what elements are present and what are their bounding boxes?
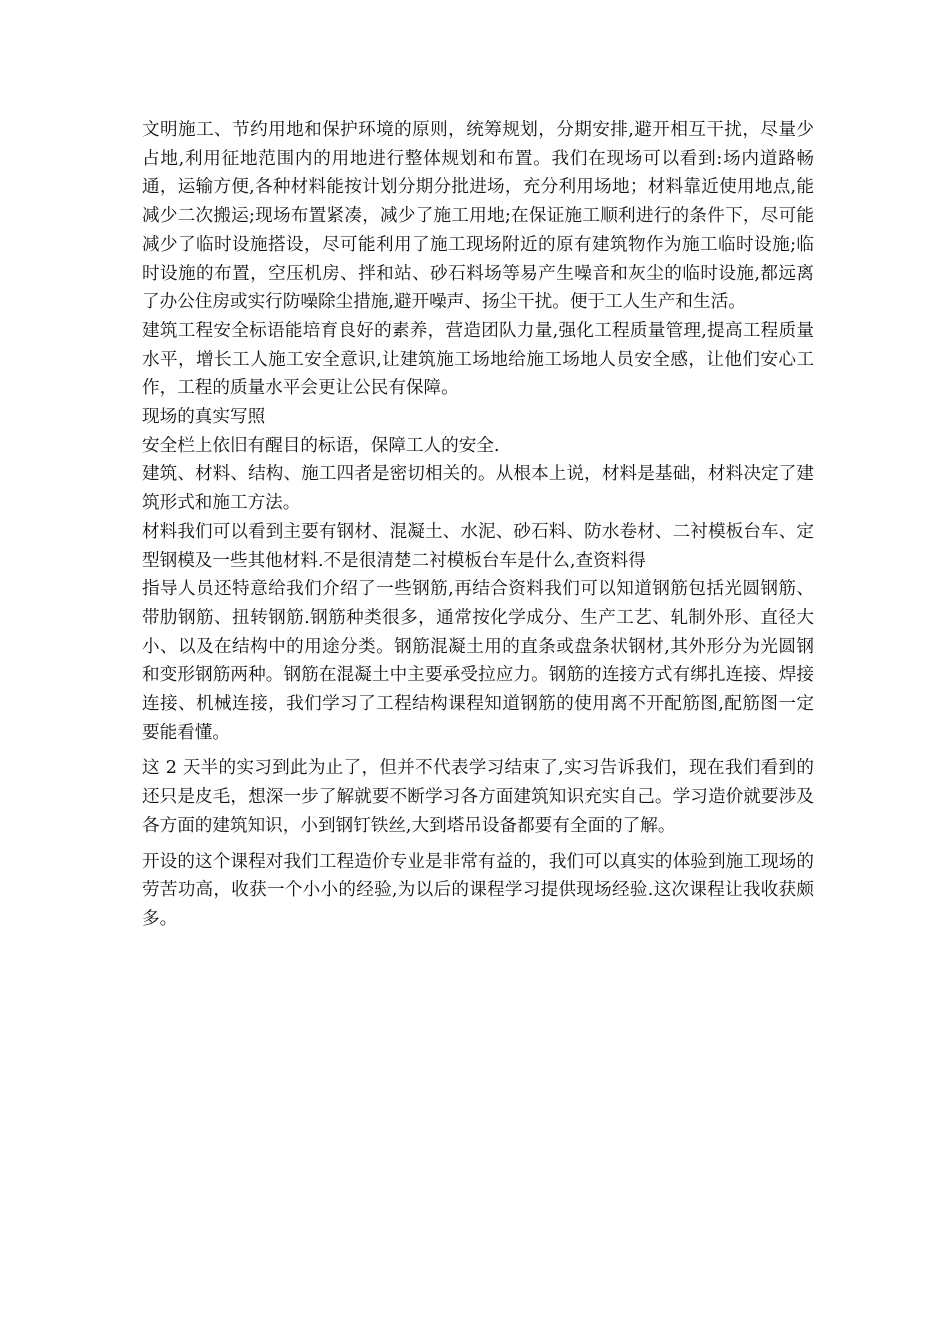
paragraph-internship-end: 这 2 天半的实习到此为止了，但并不代表学习结束了,实习告诉我们，现在我们看到的还只是皮毛，想深一步了解就要不断学习各方面建筑知识充实自己。学习造价就要涉及各方面的建筑知识，小到钢钉铁丝,大到塔吊设备都要有全面的了解。 [142,758,814,836]
paragraph-site-layout: 文明施工、节约用地和保护环境的原则，统筹规划，分期安排,避开相互干扰，尽量少占地,利用征地范围内的用地进行整体规划和布置。我们在现场可以看到:场内道路畅通，运输方便,各种材料能按计划分期分批进场，充分利用场地；材料靠近使用地点,能减少二次搬运;现场布置紧凑，减少了施工用地;在保证施工顺利进行的条件下，尽可能减少了临时设施搭设，尽可能利用了施工现场附近的原有建筑物作为施工临时设施;临时设施的布置，空压机房、拌和站、砂石料场等易产生噪音和灰尘的临时设施,都远离了办公住房或实行防噪除尘措施,避开噪声、扬尘干扰。便于工人生产和生活。 [142,120,814,313]
document-body [142,116,814,934]
paragraph-safety-fence: 安全栏上依旧有醒目的标语，保障工人的安全. [142,435,500,456]
paragraph-site-photo-caption: 现场的真实写照 [142,407,266,428]
paragraph-rebar: 指导人员还特意给我们介绍了一些钢筋,再结合资料我们可以知道钢筋包括光圆钢筋、带肋钢筋、扭转钢筋.钢筋种类很多，通常按化学成分、生产工艺、轧制外形、直径大小、以及在结构中的用途分类。钢筋混凝土用的直条或盘条状钢材,其外形分为光圆钢和变形钢筋两种。钢筋在混凝土中主要承受拉应力。钢筋的连接方式有绑扎连接、焊接连接、机械连接，我们学习了工程结构课程知道钢筋的使用离不开配筋图,配筋图一定要能看懂。 [142,579,814,743]
paragraph-materials-list: 材料我们可以看到主要有钢材、混凝土、水泥、砂石料、防水卷材、二衬模板台车、定型钢模及一些其他材料.不是很清楚二衬模板台车是什么,查资料得 [142,521,814,571]
paragraph-safety-slogans: 建筑工程安全标语能培育良好的素养，营造团队力量,强化工程质量管理,提高工程质量水平，增长工人施工安全意识,让建筑施工场地给施工场地人员安全感，让他们安心工作，工程的质量水平会更让公民有保障。 [142,320,814,399]
paragraph-materials-basis: 建筑、材料、结构、施工四者是密切相关的。从根本上说，材料是基础，材料决定了建筑形式和施工方法。 [142,464,814,514]
paragraph-course-benefit: 开设的这个课程对我们工程造价专业是非常有益的，我们可以真实的体验到施工现场的劳苦功高，收获一个小小的经验,为以后的课程学习提供现场经验.这次课程让我收获颇多。 [142,851,814,929]
